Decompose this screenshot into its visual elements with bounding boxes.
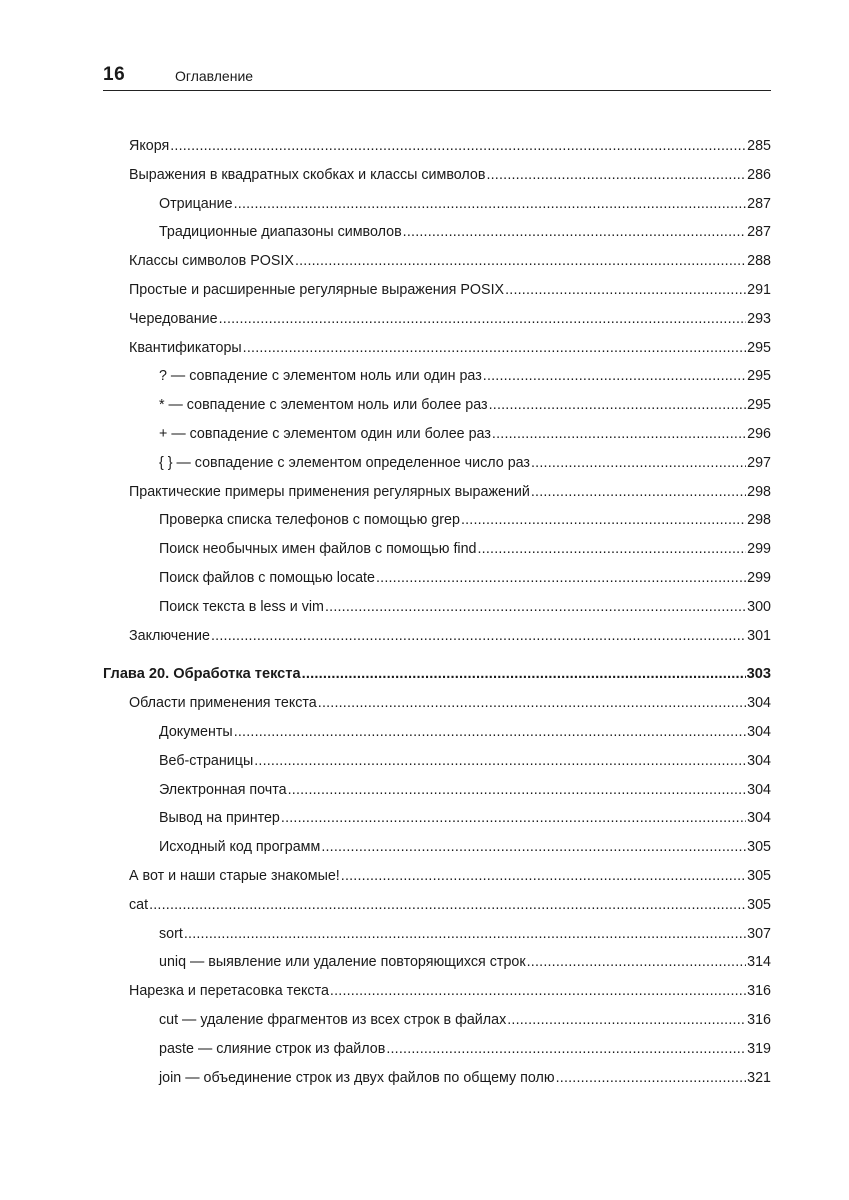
toc-entry-page: 295 <box>747 397 771 414</box>
toc-entry <box>103 218 771 247</box>
toc-entry-title: Исходный код программ <box>159 839 321 856</box>
toc-entry-page: 300 <box>747 598 771 615</box>
dot-leader <box>234 718 746 747</box>
dot-leader <box>505 276 746 305</box>
toc-entry-page: 305 <box>747 867 771 884</box>
dot-leader <box>321 833 746 862</box>
toc-entry-page: 295 <box>747 368 771 385</box>
toc-entry-page: 304 <box>747 695 771 712</box>
toc-entry <box>103 948 771 977</box>
dot-leader <box>219 305 747 334</box>
dot-leader <box>211 622 746 651</box>
toc-entry <box>103 391 771 420</box>
toc-entry-page: 303 <box>746 666 771 683</box>
toc-entry <box>103 535 771 564</box>
toc-entry-page: 305 <box>747 896 771 913</box>
toc-entry-page: 299 <box>747 569 771 586</box>
toc-entry <box>103 362 771 391</box>
toc-entry-title: paste — слияние строк из файлов <box>159 1040 386 1057</box>
page-number: 16 <box>103 64 126 85</box>
toc-entry-page: 305 <box>747 839 771 856</box>
toc-entry-title: Классы символов POSIX <box>129 253 294 270</box>
dot-leader <box>325 593 746 622</box>
dot-leader <box>461 506 746 535</box>
toc-entry-title: Вывод на принтер <box>159 810 280 827</box>
toc-entry-title: Квантификаторы <box>129 339 242 356</box>
toc-entry-title: Поиск необычных имен файлов с помощью find <box>159 541 477 558</box>
dot-leader <box>341 862 746 891</box>
dot-leader <box>489 391 747 420</box>
toc-entry-page: 297 <box>747 454 771 471</box>
toc-entry-page: 301 <box>747 627 771 644</box>
toc-entry <box>103 1064 771 1093</box>
toc-entry-title: Поиск файлов с помощью locate <box>159 569 375 586</box>
toc-entry-title: А вот и наши старые знакомые! <box>129 867 340 884</box>
dot-leader <box>527 948 747 977</box>
toc-entry-title: sort <box>159 925 183 942</box>
toc-entry-title: * — совпадение с элементом ноль или более раз <box>159 397 488 414</box>
toc-entry-title: Заключение <box>129 627 210 644</box>
toc-entry <box>103 920 771 949</box>
toc-entry-page: 304 <box>747 752 771 769</box>
toc-entry-page: 304 <box>747 723 771 740</box>
toc-entry <box>103 420 771 449</box>
toc-entry-page: 307 <box>747 925 771 942</box>
toc-entry-title: Глава 20. Обработка текста <box>103 666 301 683</box>
toc-entry <box>103 776 771 805</box>
dot-leader <box>149 891 746 920</box>
dot-leader <box>302 660 746 689</box>
running-title: Оглавление <box>175 68 254 84</box>
toc-entry-page: 304 <box>747 781 771 798</box>
toc-entry-title: Якоря <box>129 138 170 154</box>
toc-entry-page: 296 <box>747 425 771 442</box>
dot-leader <box>531 449 746 478</box>
toc-entry-title: cut — удаление фрагментов из всех строк в файлах <box>159 1011 507 1028</box>
dot-leader <box>281 804 746 833</box>
toc-entry-page: 288 <box>747 253 771 270</box>
toc-entry <box>103 247 771 276</box>
toc-entry-title: Простые и расширенные регулярные выражения POSIX <box>129 281 505 298</box>
toc-entry-title: Выражения в квадратных скобках и классы символов <box>129 166 486 183</box>
dot-leader <box>483 362 746 391</box>
toc-entry-title: Поиск текста в less и vim <box>159 598 324 615</box>
toc-entry-title: Практические примеры применения регулярных выражений <box>129 483 530 500</box>
toc-entry-page: 319 <box>747 1040 771 1057</box>
toc-entry <box>103 276 771 305</box>
toc-entry <box>103 689 771 718</box>
toc-entry <box>103 132 771 161</box>
toc-entry <box>103 478 771 507</box>
toc-entry <box>103 718 771 747</box>
toc-entry <box>103 449 771 478</box>
dot-leader <box>254 747 746 776</box>
page-header <box>103 62 771 91</box>
dot-leader <box>170 132 746 161</box>
dot-leader <box>234 190 747 219</box>
toc-entry-page: 298 <box>747 483 771 500</box>
toc-entry <box>103 804 771 833</box>
toc-entry-page: 316 <box>747 983 771 1000</box>
table-of-contents <box>103 132 771 1092</box>
toc-entry <box>103 506 771 535</box>
toc-entry-page: 304 <box>747 810 771 827</box>
toc-entry <box>103 1035 771 1064</box>
toc-entry <box>103 161 771 190</box>
toc-entry-title: Проверка списка телефонов с помощью grep <box>159 512 460 529</box>
toc-entry-page: 293 <box>747 310 771 327</box>
toc-entry-title: + — совпадение с элементом один или более раз <box>159 425 491 442</box>
toc-entry-page: 314 <box>747 954 771 971</box>
dot-leader <box>486 161 746 190</box>
dot-leader <box>330 977 746 1006</box>
toc-entry <box>103 1006 771 1035</box>
toc-entry-page: 298 <box>747 512 771 529</box>
toc-entry <box>103 977 771 1006</box>
dot-leader <box>288 776 747 805</box>
toc-entry-title: Веб-страницы <box>159 752 254 769</box>
toc-entry-page: 299 <box>747 541 771 558</box>
toc-entry-title: join — объединение строк из двух файлов по общему полю <box>159 1069 555 1086</box>
toc-entry <box>103 564 771 593</box>
toc-entry <box>103 622 771 651</box>
toc-entry-title: Области применения текста <box>129 695 317 712</box>
toc-entry <box>103 891 771 920</box>
dot-leader <box>492 420 746 449</box>
toc-entry <box>103 305 771 334</box>
dot-leader <box>318 689 746 718</box>
dot-leader <box>184 920 746 949</box>
toc-entry <box>103 190 771 219</box>
dot-leader <box>295 247 746 276</box>
toc-entry <box>103 334 771 363</box>
dot-leader <box>376 564 746 593</box>
toc-entry-title: Чередование <box>129 310 218 327</box>
toc-entry-title: Традиционные диапазоны символов <box>159 224 402 241</box>
toc-entry-page: 287 <box>747 195 771 212</box>
dot-leader <box>507 1006 746 1035</box>
toc-entry <box>103 833 771 862</box>
toc-entry-page: 287 <box>747 224 771 241</box>
toc-entry <box>103 747 771 776</box>
toc-entry <box>103 593 771 622</box>
toc-entry-page: 286 <box>747 166 771 183</box>
dot-leader <box>386 1035 746 1064</box>
dot-leader <box>243 334 746 363</box>
toc-entry-title: cat <box>129 896 149 913</box>
dot-leader <box>556 1064 747 1093</box>
toc-entry <box>103 862 771 891</box>
toc-entry-title: Электронная почта <box>159 781 287 798</box>
dot-leader <box>531 478 746 507</box>
toc-entry-title: uniq — выявление или удаление повторяющихся строк <box>159 954 526 971</box>
toc-entry-title: Нарезка и перетасовка текста <box>129 983 329 1000</box>
dot-leader <box>478 535 747 564</box>
toc-entry-page: 285 <box>747 138 771 154</box>
toc-entry-page: 316 <box>747 1011 771 1028</box>
toc-entry-title: ? — совпадение с элементом ноль или один раз <box>159 368 482 385</box>
toc-chapter-entry <box>103 660 771 689</box>
toc-entry-page: 291 <box>747 281 771 298</box>
toc-entry-page: 321 <box>747 1069 771 1086</box>
toc-entry-title: { } — совпадение с элементом определенное число раз <box>159 454 530 471</box>
dot-leader <box>403 218 746 247</box>
toc-entry-page: 295 <box>747 339 771 356</box>
toc-entry-title: Документы <box>159 723 233 740</box>
toc-entry-title: Отрицание <box>159 195 233 212</box>
